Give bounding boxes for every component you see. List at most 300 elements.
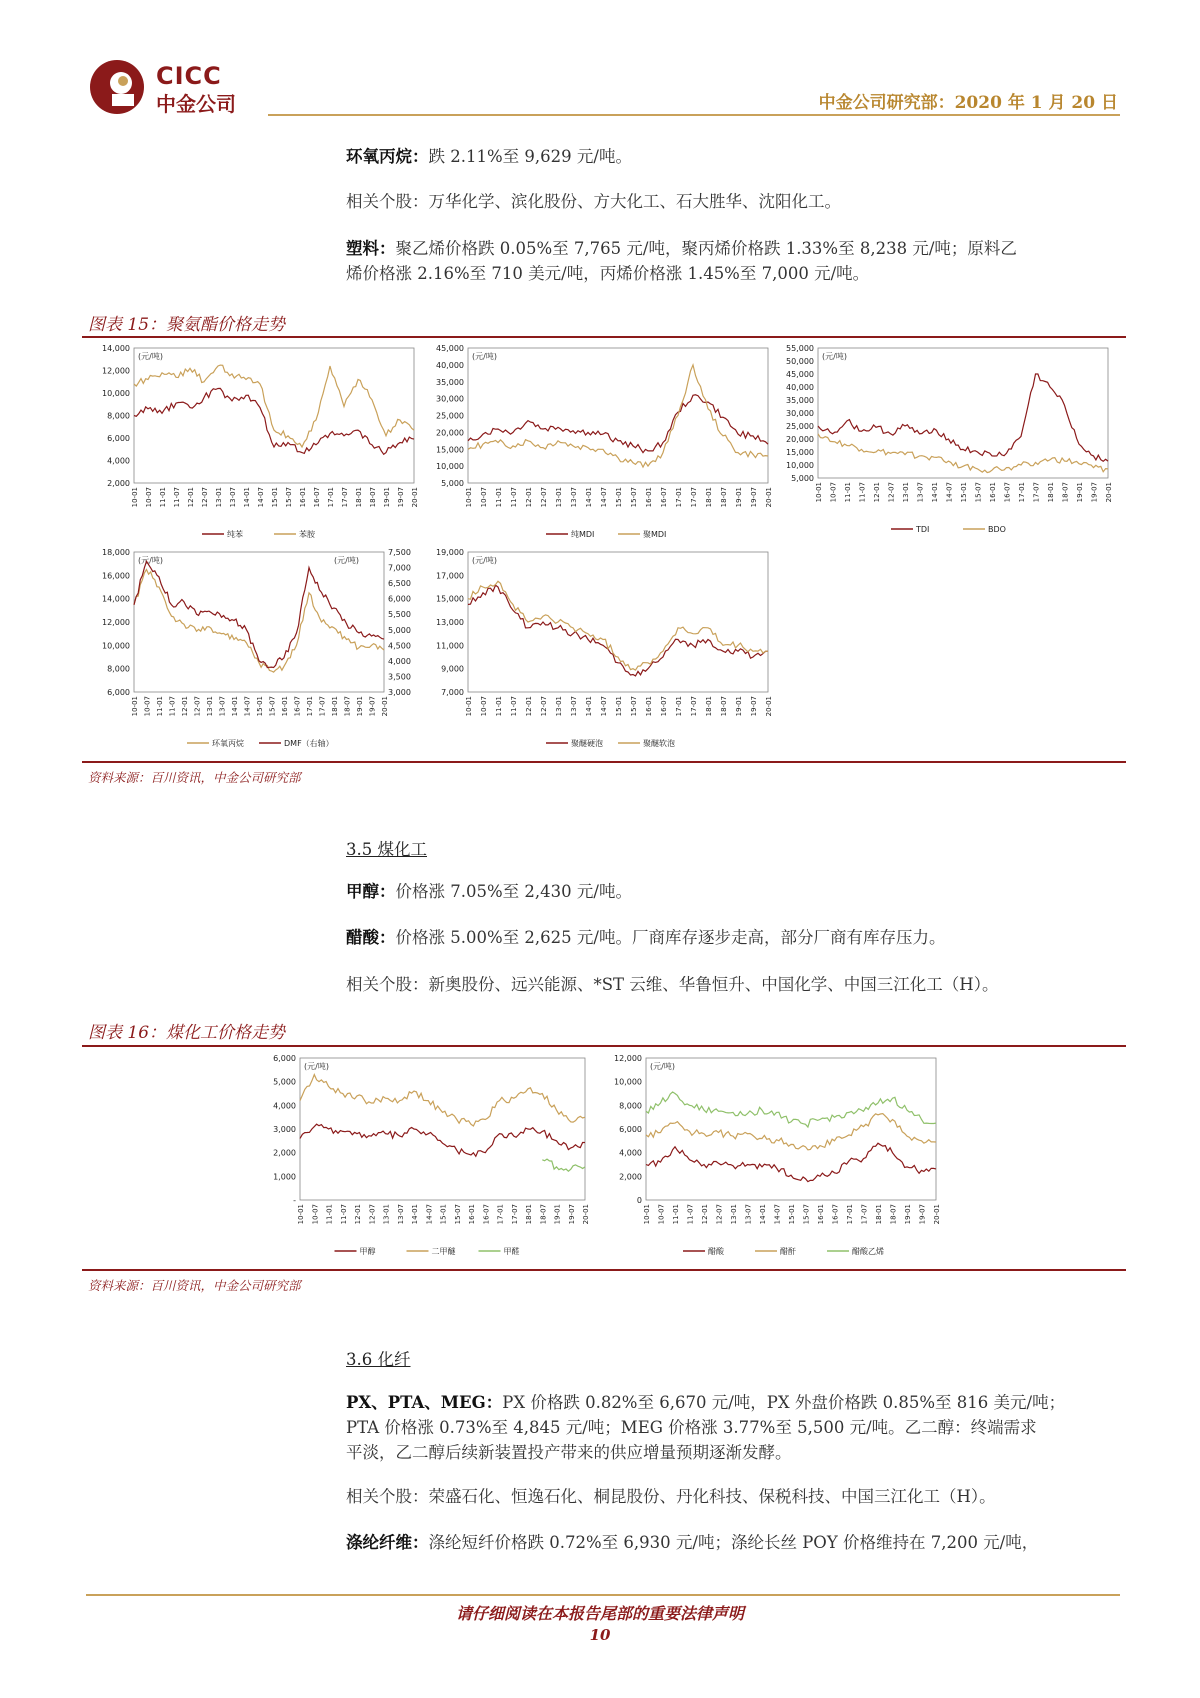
y-tick-label: 10,000 (102, 389, 130, 398)
plot-frame (134, 552, 384, 692)
y-tick-label: 25,000 (436, 411, 464, 421)
series-line (646, 1143, 936, 1181)
para-px (346, 1390, 1126, 1465)
para-text: PX 价格跌 0.82%至 6,670 元/吨，PX 外盘价格跌 0.85%至 816 美元/吨； (502, 1393, 1066, 1412)
y-tick-label: 8,000 (107, 664, 130, 674)
x-tick-label: 10-07 (145, 487, 153, 508)
x-tick-label: 12-07 (368, 1204, 377, 1225)
x-tick-label: 14-07 (600, 487, 608, 508)
x-tick-label: 18-07 (343, 696, 352, 717)
x-tick-label: 17-01 (306, 696, 314, 717)
x-tick-label: 16-01 (817, 1204, 825, 1225)
x-tick-label: 17-07 (510, 1204, 519, 1225)
x-tick-label: 16-01 (645, 696, 653, 717)
y-tick-label: 11,000 (436, 641, 464, 651)
para-label: 塑料： (346, 239, 396, 258)
x-tick-label: 19-07 (368, 696, 377, 717)
para-text: 涤纶短纤价格跌 0.72%至 6,930 元/吨；涤纶长丝 POY 价格维持在 7,200 元/吨， (428, 1533, 1039, 1552)
x-tick-label: 15-01 (788, 1204, 796, 1225)
para-line: 烯价格涨 2.16%至 710 美元/吨，丙烯价格涨 1.45%至 7,000 元/吨。 (346, 264, 870, 283)
x-tick-label: 15-07 (630, 696, 638, 717)
y-tick-label: 14,000 (102, 344, 130, 353)
x-tick-label: 11-01 (325, 1204, 334, 1225)
y-tick-label: 5,000 (791, 474, 814, 483)
chart-polyether (420, 544, 780, 754)
para-plastic (346, 236, 1126, 286)
x-tick-label: 15-01 (256, 696, 264, 717)
unit-label: (元/吨) (138, 556, 163, 565)
unit-label: (元/吨) (304, 1062, 329, 1071)
para-text: 价格涨 5.00%至 2,625 元/吨。厂商库存逐步走高，部分厂商有库存压力。 (395, 928, 946, 947)
y-tick-label: 20,000 (786, 435, 814, 444)
y-tick-label-right: 6,500 (388, 579, 411, 589)
y-tick-label: 14,000 (102, 594, 130, 604)
y-tick-label: 10,000 (102, 641, 130, 651)
legend-label: BDO (988, 525, 1006, 534)
y-tick-label: 6,000 (107, 688, 130, 697)
para-acetic (346, 925, 945, 950)
x-tick-label: 19-01 (735, 487, 743, 508)
y-tick-label: 2,000 (107, 479, 130, 488)
y-tick-label: 10,000 (436, 462, 464, 472)
x-tick-label: 19-07 (750, 696, 758, 717)
y-tick-label: 6,000 (273, 1054, 296, 1063)
x-tick-label: 12-01 (873, 482, 881, 503)
x-tick-label: 10-01 (465, 696, 473, 717)
para-line: 平淡，乙二醇后续新装置投产带来的供应增量预期逐渐发酵。 (346, 1443, 792, 1462)
plot-frame (818, 348, 1108, 478)
para-text: 聚乙烯价格跌 0.05%至 7,765 元/吨，聚丙烯价格跌 1.33%至 8,238 元/吨；原料乙 (395, 239, 1017, 258)
para-label: PX、PTA、MEG： (346, 1393, 503, 1412)
x-tick-label: 13-07 (570, 487, 578, 508)
legend-label: 甲醇 (359, 1247, 376, 1256)
legend-label: 醋酸 (708, 1247, 724, 1256)
x-tick-label: 14-07 (425, 1204, 434, 1225)
x-tick-label: 19-01 (553, 1204, 562, 1225)
y-tick-label: 7,000 (441, 688, 464, 697)
x-tick-label: 15-01 (615, 696, 623, 717)
x-tick-label: 17-07 (860, 1204, 869, 1225)
series-line (134, 570, 384, 673)
x-tick-label: 12-01 (525, 696, 533, 717)
legend-label: 环氧丙烷 (212, 739, 244, 748)
x-tick-label: 10-07 (480, 696, 488, 717)
y-tick-label: 35,000 (786, 396, 814, 405)
related-stocks-3: 相关个股：荣盛石化、恒逸石化、桐昆股份、丹化科技、保税科技、中国三江化工（H）。 (346, 1487, 996, 1506)
x-tick-label: 14-07 (945, 482, 954, 503)
x-tick-label: 14-01 (931, 482, 939, 503)
x-tick-label: 20-01 (1105, 482, 1113, 503)
y-tick-label: 12,000 (614, 1054, 642, 1063)
x-tick-label: 11-01 (495, 487, 503, 508)
x-tick-label: 11-01 (495, 696, 503, 717)
x-tick-label: 16-07 (660, 696, 668, 717)
y-tick-label: - (293, 1196, 296, 1205)
y-tick-label: 9,000 (441, 664, 464, 674)
x-tick-label: 10-01 (131, 696, 139, 717)
x-tick-label: 12-01 (354, 1204, 362, 1225)
y-tick-label: 2,000 (619, 1172, 642, 1182)
x-tick-label: 14-01 (759, 1204, 767, 1225)
x-tick-label: 13-07 (396, 1204, 405, 1225)
y-tick-label: 55,000 (786, 344, 814, 353)
y-tick-label: 12,000 (102, 366, 130, 376)
chart-svg (86, 340, 426, 545)
x-tick-label: 19-01 (904, 1204, 912, 1225)
y-tick-label: 12,000 (102, 618, 130, 627)
figure-16-source: 资料来源：百川资讯，中金公司研究部 (88, 1278, 301, 1293)
chart-acetic (598, 1050, 948, 1262)
chart-po-dmf (86, 544, 426, 754)
unit-label: (元/吨) (138, 352, 163, 361)
x-tick-label: 11-07 (686, 1204, 695, 1225)
x-tick-label: 18-07 (369, 487, 377, 508)
series-line (646, 1114, 936, 1150)
x-tick-label: 12-01 (187, 487, 195, 508)
x-tick-label: 16-07 (313, 487, 321, 508)
x-tick-label: 19-07 (918, 1204, 927, 1225)
figure-16-title: 图表 16：煤化工价格走势 (88, 1023, 286, 1043)
legend-label: 醋酐 (780, 1247, 796, 1256)
series-line (134, 561, 384, 667)
x-tick-label: 11-07 (510, 696, 518, 717)
figure-16-top-rule (82, 1045, 1126, 1047)
y-tick-label: 50,000 (786, 357, 814, 366)
y-tick-label: 13,000 (436, 618, 464, 627)
section-3-6-heading: 3.6 化纤 (346, 1350, 411, 1369)
y-tick-label: 10,000 (786, 461, 814, 470)
y-tick-label: 15,000 (436, 594, 464, 604)
x-tick-label: 13-01 (730, 1204, 738, 1225)
x-tick-label: 15-07 (285, 487, 293, 508)
y-tick-label-right: 4,500 (388, 641, 411, 651)
footer-rule (86, 1594, 1120, 1596)
x-tick-label: 14-07 (600, 696, 608, 717)
y-tick-label: 4,000 (619, 1148, 642, 1158)
x-tick-label: 20-01 (765, 487, 773, 508)
figure-15-title: 图表 15：聚氨酯价格走势 (88, 315, 286, 335)
y-tick-label: 25,000 (786, 422, 814, 431)
unit-label: (元/吨) (472, 352, 497, 361)
x-tick-label: 19-01 (1076, 482, 1084, 503)
figure-16-bottom-rule (82, 1269, 1126, 1271)
x-tick-label: 12-07 (887, 482, 896, 503)
x-tick-label: 20-01 (582, 1204, 590, 1225)
x-tick-label: 13-01 (215, 487, 223, 508)
x-tick-label: 17-01 (846, 1204, 854, 1225)
header-rule (268, 114, 1120, 116)
x-tick-label: 12-01 (181, 696, 189, 717)
y-tick-label: 35,000 (436, 377, 464, 387)
y-tick-label: 40,000 (436, 360, 464, 370)
x-tick-label: 18-01 (331, 696, 339, 717)
x-tick-label: 13-07 (744, 1204, 753, 1225)
legend-label: 聚MDI (643, 530, 667, 539)
y-tick-label-right: 3,000 (388, 688, 411, 697)
x-tick-label: 17-01 (327, 487, 335, 508)
y-tick-label: 18,000 (102, 548, 130, 557)
x-tick-label: 10-01 (643, 1204, 651, 1225)
chart-tdi-bdo (770, 340, 1120, 540)
y-tick-label: 4,000 (273, 1101, 296, 1111)
related-stocks-1: 相关个股：万华化学、滨化股份、方大化工、石大胜华、沈阳化工。 (346, 192, 841, 211)
x-tick-label: 20-01 (933, 1204, 941, 1225)
x-tick-label: 14-01 (231, 696, 239, 717)
x-tick-label: 16-07 (1003, 482, 1012, 503)
x-tick-label: 13-07 (218, 696, 227, 717)
x-tick-label: 10-07 (480, 487, 488, 508)
footer-legal-notice: 请仔细阅读在本报告尾部的重要法律声明 (455, 1604, 744, 1623)
chart-svg (420, 544, 780, 754)
chart-svg (598, 1050, 948, 1262)
x-tick-label: 16-01 (299, 487, 307, 508)
y-tick-label: 40,000 (786, 383, 814, 392)
x-tick-label: 18-01 (1047, 482, 1055, 503)
figure-15-top-rule (82, 336, 1126, 338)
x-tick-label: 17-07 (1032, 482, 1041, 503)
logo-text-en: CICC (156, 62, 222, 90)
y-tick-label: 19,000 (436, 548, 464, 557)
x-tick-label: 12-01 (525, 487, 533, 508)
x-tick-label: 17-01 (675, 487, 683, 508)
x-tick-label: 10-07 (829, 482, 838, 503)
x-tick-label: 12-07 (193, 696, 202, 717)
legend-label: TDI (916, 525, 930, 534)
x-tick-label: 18-07 (720, 487, 728, 508)
page-number: 10 (589, 1626, 611, 1644)
x-tick-label: 17-07 (318, 696, 327, 717)
related-stocks-2: 相关个股：新奥股份、远兴能源、*ST 云维、华鲁恒升、中国化学、中国三江化工（H）。 (346, 975, 999, 994)
x-tick-label: 18-07 (539, 1204, 548, 1225)
x-tick-label: 11-01 (844, 482, 852, 503)
y-tick-label-right: 5,000 (388, 625, 411, 635)
para-line (346, 1390, 1126, 1415)
x-tick-label: 15-01 (271, 487, 279, 508)
x-tick-label: 13-01 (902, 482, 910, 503)
y-tick-label: 3,000 (273, 1125, 296, 1134)
legend-label: 纯苯 (227, 530, 243, 539)
series-line (542, 1159, 585, 1171)
series-line (134, 365, 414, 447)
x-tick-label: 12-01 (701, 1204, 709, 1225)
series-line (134, 388, 414, 454)
x-tick-label: 11-07 (858, 482, 867, 503)
para-line: PTA 价格涨 0.73%至 4,845 元/吨；MEG 价格涨 3.77%至 5,500 元/吨。乙二醇：终端需求 (346, 1418, 1037, 1437)
x-tick-label: 14-01 (585, 696, 593, 717)
x-tick-label: 18-01 (875, 1204, 883, 1225)
unit-label: (元/吨) (822, 352, 847, 361)
y-tick-label: 16,000 (102, 571, 130, 581)
series-line (468, 395, 768, 453)
y-tick-label: 5,000 (273, 1077, 296, 1087)
x-tick-label: 19-07 (567, 1204, 576, 1225)
series-line (818, 434, 1108, 473)
y-tick-label: 5,000 (441, 479, 464, 488)
legend-label: 纯MDI (571, 530, 595, 539)
para-text: 跌 2.11%至 9,629 元/吨。 (428, 147, 632, 166)
y-tick-label: 45,000 (786, 370, 814, 379)
x-tick-label: 13-01 (555, 696, 563, 717)
y-tick-label: 30,000 (436, 394, 464, 404)
legend-label: 二甲醚 (431, 1247, 456, 1256)
x-tick-label: 16-01 (645, 487, 653, 508)
x-tick-label: 18-07 (1061, 482, 1070, 503)
x-tick-label: 16-07 (482, 1204, 491, 1225)
x-tick-label: 11-01 (159, 487, 167, 508)
para-methanol (346, 879, 632, 904)
plot-frame (300, 1058, 585, 1200)
y-tick-label-right: 5,500 (388, 610, 411, 620)
y-tick-label-right: 3,500 (388, 672, 411, 682)
x-tick-label: 10-07 (311, 1204, 320, 1225)
x-tick-label: 20-01 (411, 487, 419, 508)
series-line (300, 1075, 585, 1126)
y-tick-label: 45,000 (436, 344, 464, 353)
x-tick-label: 12-07 (540, 487, 548, 508)
logo-text-cn: 中金公司 (156, 92, 236, 116)
x-tick-label: 19-01 (735, 696, 743, 717)
x-tick-label: 15-01 (615, 487, 623, 508)
x-tick-label: 19-01 (356, 696, 364, 717)
y-tick-label: 10,000 (614, 1077, 642, 1087)
x-tick-label: 17-01 (1018, 482, 1026, 503)
para-label: 环氧丙烷： (346, 147, 429, 166)
series-line (646, 1092, 936, 1127)
x-tick-label: 10-07 (143, 696, 152, 717)
x-tick-label: 16-01 (468, 1204, 476, 1225)
plot-frame (134, 348, 414, 483)
series-line (468, 365, 768, 467)
x-tick-label: 14-01 (411, 1204, 419, 1225)
unit-label-right: (元/吨) (334, 556, 359, 565)
y-tick-label-right: 7,000 (388, 563, 411, 573)
x-tick-label: 15-01 (439, 1204, 448, 1225)
x-tick-label: 11-07 (173, 487, 181, 508)
x-tick-label: 15-07 (630, 487, 638, 508)
x-tick-label: 17-07 (341, 487, 349, 508)
x-tick-label: 14-01 (243, 487, 251, 508)
series-line (818, 374, 1108, 461)
x-tick-label: 14-07 (257, 487, 265, 508)
x-tick-label: 11-07 (510, 487, 518, 508)
figure-15-bottom-rule (82, 761, 1126, 763)
x-tick-label: 13-07 (229, 487, 237, 508)
x-tick-label: 10-07 (657, 1204, 666, 1225)
series-line (468, 581, 768, 670)
cicc-logo (88, 58, 146, 116)
x-tick-label: 12-07 (201, 487, 209, 508)
legend-label: DMF（右轴） (284, 739, 334, 748)
chart-svg (770, 340, 1120, 540)
y-tick-label: 0 (636, 1196, 642, 1205)
chart-benzene-aniline (86, 340, 426, 545)
para-label: 涤纶纤维： (346, 1533, 429, 1552)
x-tick-label: 15-07 (268, 696, 277, 717)
y-tick-label: 15,000 (436, 445, 464, 455)
y-tick-label: 6,000 (619, 1125, 642, 1134)
y-tick-label-right: 4,000 (388, 656, 411, 666)
y-tick-label: 4,000 (107, 456, 130, 466)
x-tick-label: 13-01 (555, 487, 563, 508)
para-polyester (346, 1530, 1038, 1555)
chart-svg (420, 340, 780, 545)
y-tick-label: 20,000 (436, 428, 464, 438)
x-tick-label: 13-01 (206, 696, 214, 717)
y-tick-label: 1,000 (273, 1172, 296, 1182)
para-label: 醋酸： (346, 928, 396, 947)
x-tick-label: 18-01 (525, 1204, 533, 1225)
x-tick-label: 11-01 (156, 696, 164, 717)
y-tick-label: 8,000 (619, 1101, 642, 1111)
plot-frame (646, 1058, 936, 1200)
para-text: 价格涨 7.05%至 2,430 元/吨。 (395, 882, 632, 901)
x-tick-label: 17-07 (690, 487, 698, 508)
x-tick-label: 19-07 (750, 487, 758, 508)
x-tick-label: 10-01 (815, 482, 823, 503)
chart-mdi (420, 340, 780, 545)
x-tick-label: 13-07 (570, 696, 578, 717)
y-tick-label-right: 7,500 (388, 548, 411, 557)
x-tick-label: 19-01 (383, 487, 391, 508)
chart-svg (252, 1050, 597, 1262)
x-tick-label: 12-07 (540, 696, 548, 717)
x-tick-label: 18-01 (355, 487, 363, 508)
x-tick-label: 15-07 (802, 1204, 811, 1225)
x-tick-label: 16-07 (831, 1204, 840, 1225)
x-tick-label: 17-01 (675, 696, 683, 717)
para-label: 甲醇： (346, 882, 396, 901)
x-tick-label: 16-07 (293, 696, 302, 717)
x-tick-label: 11-07 (168, 696, 177, 717)
x-tick-label: 14-07 (773, 1204, 782, 1225)
header-date: 中金公司研究部：2020 年 1 月 20 日 (818, 93, 1118, 113)
x-tick-label: 10-01 (297, 1204, 305, 1225)
x-tick-label: 13-01 (382, 1204, 391, 1225)
unit-label: (元/吨) (472, 556, 497, 565)
legend-label: 聚醚硬泡 (571, 739, 603, 748)
x-tick-label: 16-07 (660, 487, 668, 508)
x-tick-label: 14-01 (585, 487, 593, 508)
x-tick-label: 16-01 (989, 482, 997, 503)
para-line (346, 236, 1126, 261)
series-line (468, 585, 768, 676)
x-tick-label: 18-01 (705, 487, 713, 508)
x-tick-label: 19-07 (397, 487, 405, 508)
legend-label: 聚醚软泡 (643, 739, 675, 748)
figure-15-source: 资料来源：百川资讯，中金公司研究部 (88, 770, 301, 785)
x-tick-label: 18-01 (705, 696, 713, 717)
x-tick-label: 17-07 (690, 696, 698, 717)
x-tick-label: 17-01 (496, 1204, 505, 1225)
y-tick-label: 17,000 (436, 571, 464, 581)
plot-frame (468, 348, 768, 483)
legend-label: 苯胺 (299, 530, 315, 539)
x-tick-label: 14-07 (243, 696, 252, 717)
x-tick-label: 18-07 (889, 1204, 898, 1225)
unit-label: (元/吨) (650, 1062, 675, 1071)
y-tick-label-right: 6,000 (388, 594, 411, 604)
chart-methanol (252, 1050, 597, 1262)
x-tick-label: 16-01 (281, 696, 289, 717)
para-epoxy (346, 144, 632, 169)
x-tick-label: 19-07 (1090, 482, 1099, 503)
y-tick-label: 30,000 (786, 409, 814, 418)
series-line (300, 1124, 585, 1156)
y-tick-label: 15,000 (786, 448, 814, 457)
x-tick-label: 11-07 (339, 1204, 348, 1225)
y-tick-label: 8,000 (107, 411, 130, 421)
x-tick-label: 20-01 (765, 696, 773, 717)
